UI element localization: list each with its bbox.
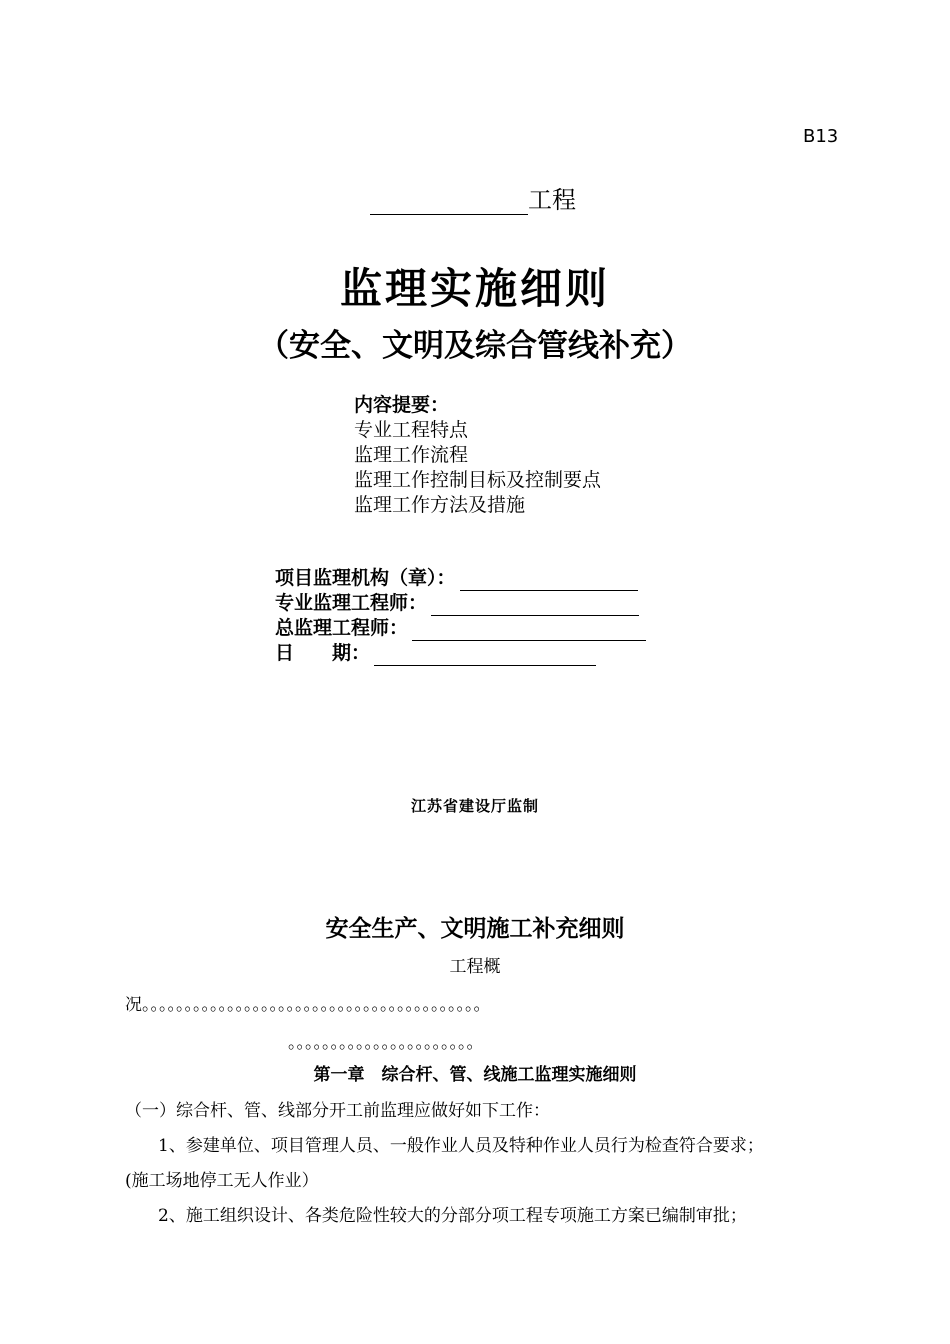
- paragraph: (施工场地停工无人作业）: [125, 1171, 319, 1191]
- sign-label: 总监理工程师：: [275, 617, 409, 639]
- project-suffix: 工程: [528, 186, 576, 214]
- paragraph: 1、参建单位、项目管理人员、一般作业人员及特种作业人员行为检查符合要求；: [158, 1136, 764, 1156]
- signature-line: [431, 595, 639, 616]
- project-name-line: [370, 180, 576, 215]
- chapter-title: 第一章 综合杆、管、线施工监理实施细则: [313, 1065, 637, 1085]
- issuer: 江苏省建设厅监制: [410, 797, 539, 815]
- overview-dots-line-1: 况。。。。。。。。。。。。。。。。。。。。。。。。。。。。。。。。。。。。。。。。: [125, 995, 491, 1015]
- document-code: B13: [803, 126, 839, 147]
- signature-block: [275, 566, 646, 666]
- sign-label: 日 期：: [275, 642, 371, 664]
- sign-row-organization: [275, 566, 646, 591]
- summary-item: 监理工作控制目标及控制要点: [354, 469, 602, 491]
- sign-row-chief: [275, 616, 646, 641]
- paragraph: 2、施工组织设计、各类危险性较大的分部分项工程专项施工方案已编制审批；: [158, 1206, 747, 1226]
- project-name-blank: [370, 188, 528, 215]
- overview-label: 工程概: [449, 957, 501, 977]
- summary-item: 专业工程特点: [354, 419, 469, 441]
- document-subtitle: （安全、文明及综合管线补充）: [258, 328, 692, 364]
- signature-line: [412, 620, 646, 641]
- sign-row-date: [275, 641, 646, 666]
- signature-line: [460, 570, 638, 591]
- sign-row-specialist: [275, 591, 646, 616]
- summary-block: [354, 393, 601, 518]
- summary-item: 监理工作流程: [354, 444, 469, 466]
- document-title: 监理实施细则: [339, 264, 610, 313]
- signature-line: [374, 645, 596, 666]
- paragraph: （一）综合杆、管、线部分开工前监理应做好如下工作：: [125, 1101, 550, 1121]
- overview-dots-line-2: 。。。。。。。。。。。。。。。。。。。。。。: [288, 1033, 484, 1053]
- sign-label: 项目监理机构（章）：: [275, 567, 456, 589]
- section-title: 安全生产、文明施工补充细则: [325, 915, 625, 942]
- sign-label: 专业监理工程师：: [275, 592, 428, 614]
- summary-item: 监理工作方法及措施: [354, 494, 526, 516]
- summary-heading: 内容提要：: [354, 394, 450, 416]
